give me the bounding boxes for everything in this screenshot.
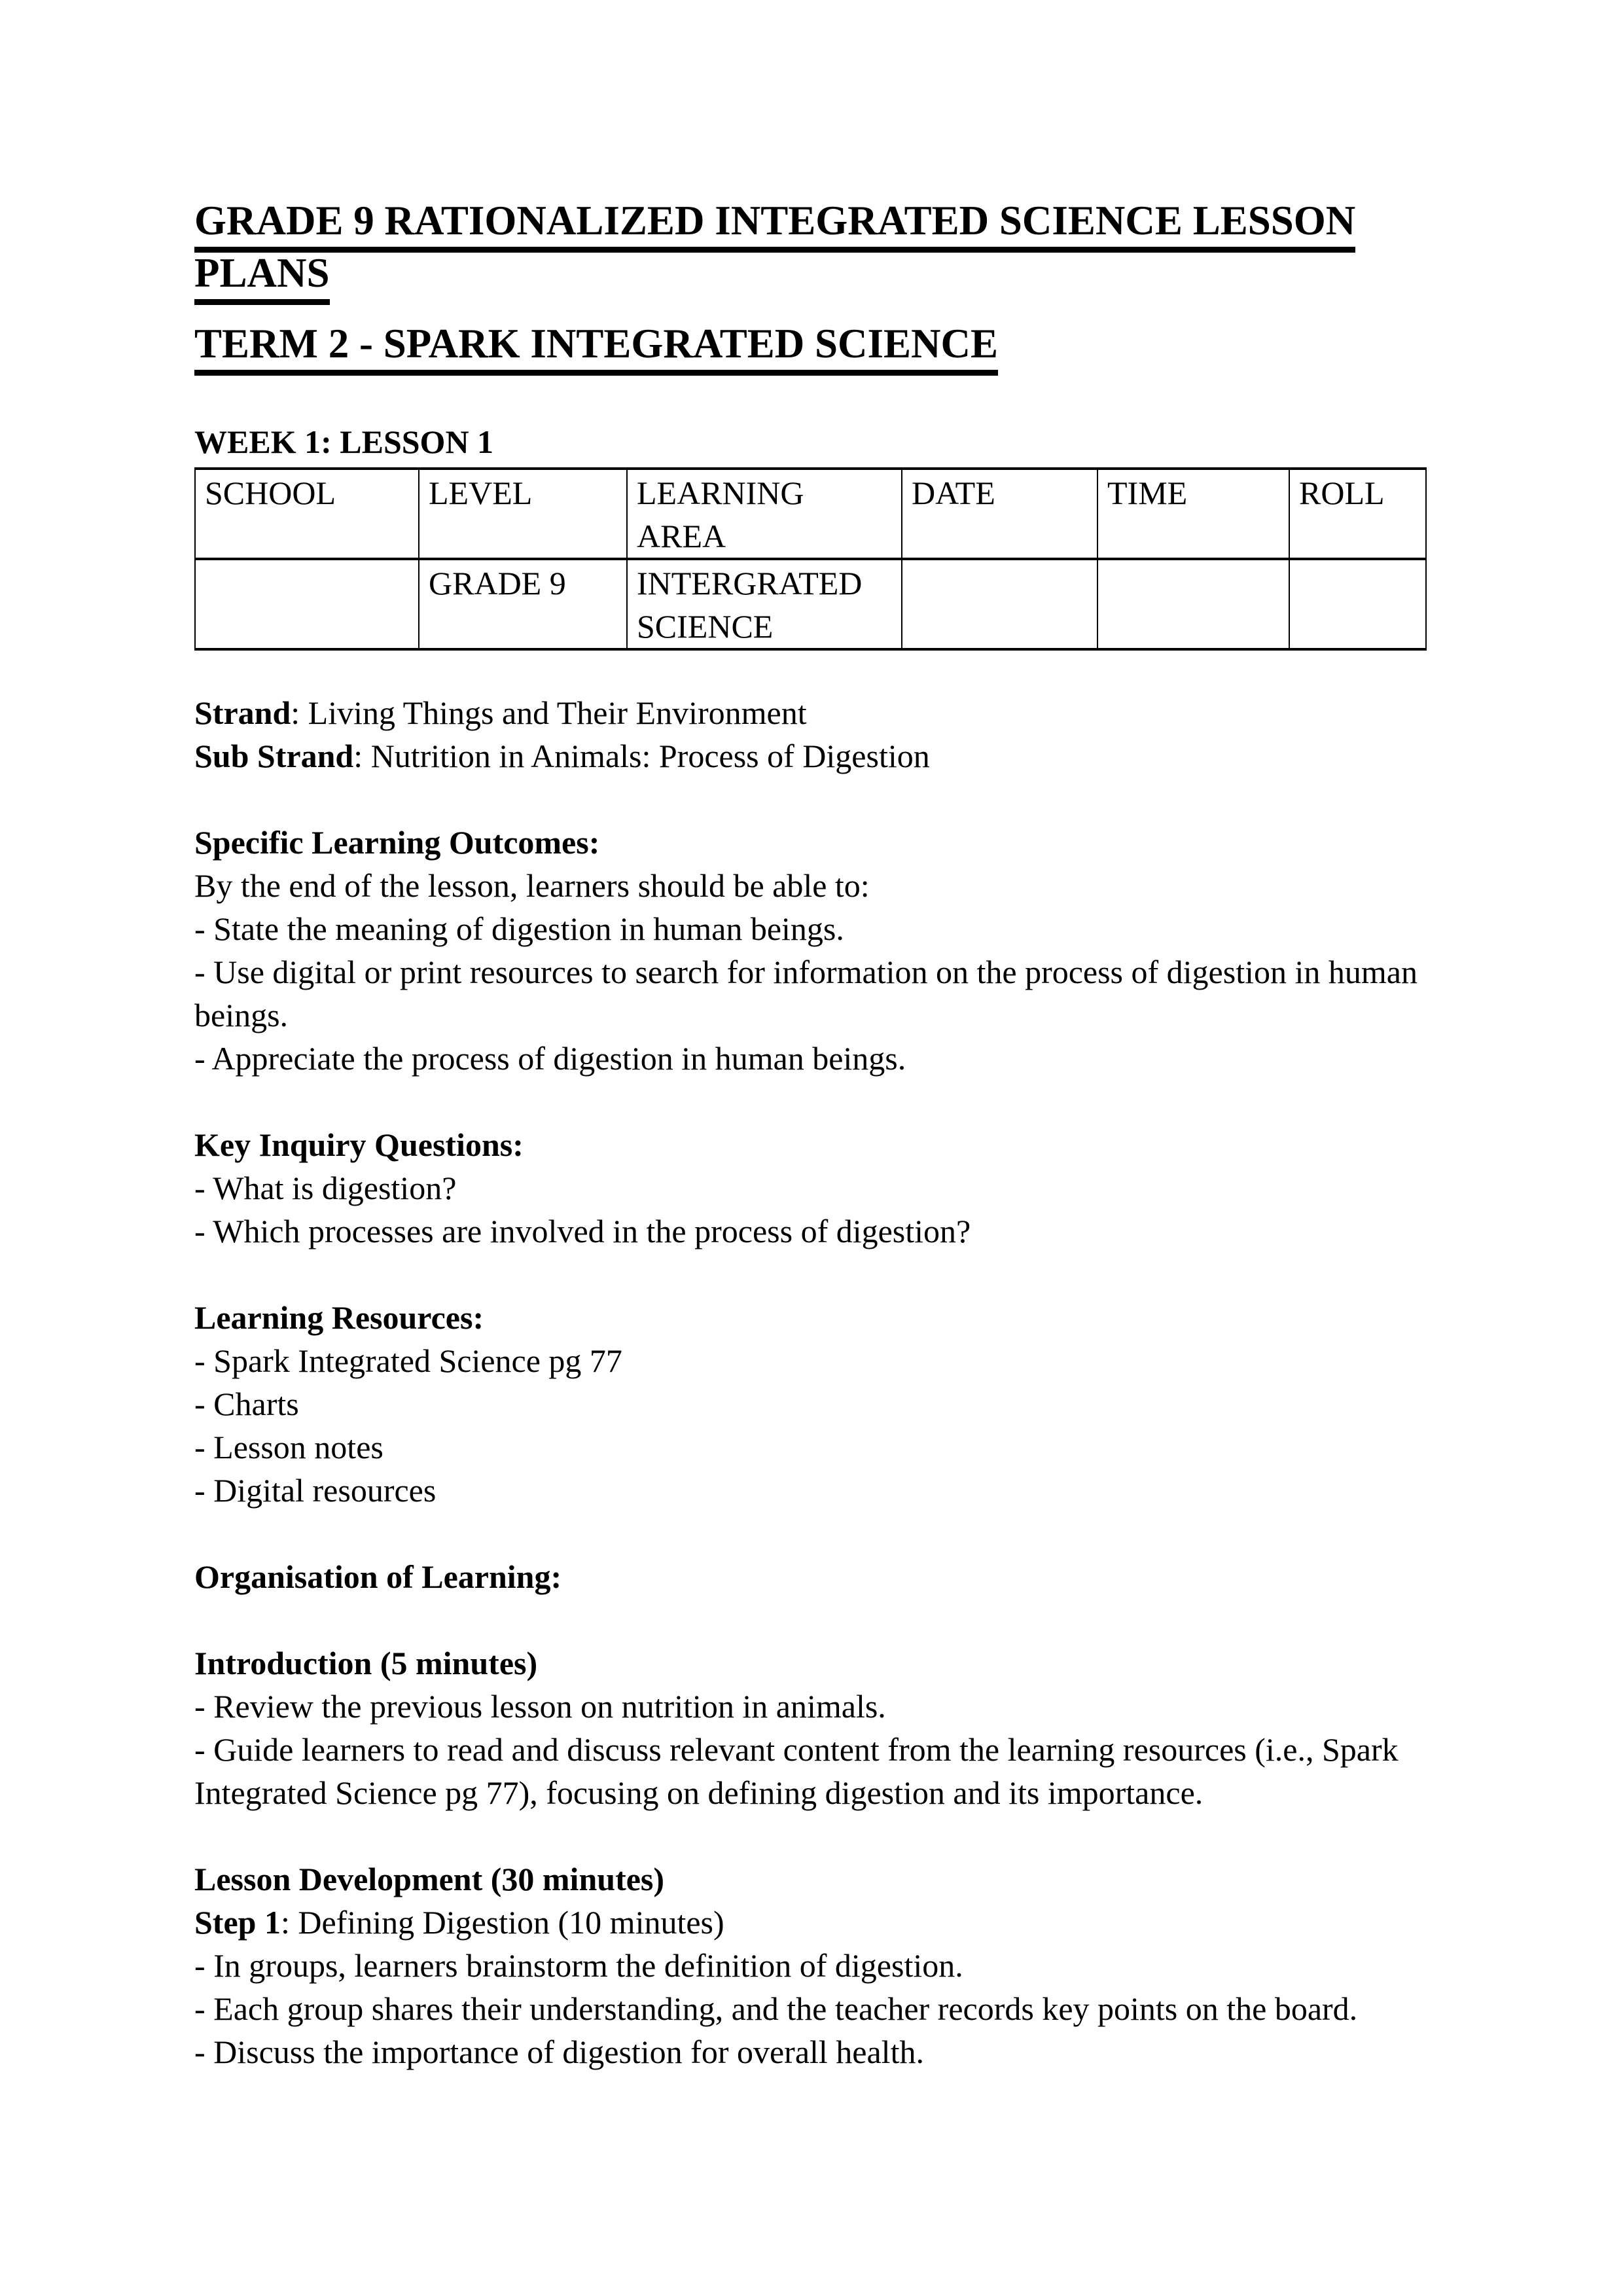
strand-block bbox=[194, 691, 1425, 778]
table-header-row bbox=[195, 469, 1426, 559]
table-header-level: LEVEL bbox=[419, 469, 627, 559]
document-title-line2-text: TERM 2 - SPARK INTEGRATED SCIENCE bbox=[194, 321, 998, 376]
table-header-school: SCHOOL bbox=[195, 469, 419, 559]
key-inquiry-item: - Which processes are involved in the process of digestion? bbox=[194, 1213, 971, 1249]
table-cell-school bbox=[195, 559, 419, 649]
table-cell-roll bbox=[1289, 559, 1426, 649]
table-header-learning-area: LEARNING AREA bbox=[627, 469, 902, 559]
outcomes-intro: By the end of the lesson, learners should be able to: bbox=[194, 867, 870, 904]
introduction-item: - Guide learners to read and discuss relevant content from the learning resources (i.e., Spark Integrated Science pg 77), focusing on defining digestion and its importance. bbox=[194, 1731, 1399, 1811]
table-header-time: TIME bbox=[1097, 469, 1289, 559]
outcomes-heading: Specific Learning Outcomes: bbox=[194, 824, 600, 861]
resources-item: - Lesson notes bbox=[194, 1429, 383, 1465]
resources-heading: Learning Resources: bbox=[194, 1299, 484, 1336]
key-inquiry-heading: Key Inquiry Questions: bbox=[194, 1126, 524, 1163]
week-lesson-heading: WEEK 1: LESSON 1 bbox=[194, 423, 494, 460]
lesson-development-item: - In groups, learners brainstorm the definition of digestion. bbox=[194, 1947, 963, 1984]
document-title-line1-text: GRADE 9 RATIONALIZED INTEGRATED SCIENCE LESSON PLANS bbox=[194, 198, 1355, 305]
table-values-row bbox=[195, 559, 1426, 649]
lesson-info-table bbox=[194, 467, 1427, 651]
sub-strand-line bbox=[194, 734, 1425, 778]
key-inquiry-block bbox=[194, 1123, 1425, 1253]
lesson-development-block bbox=[194, 1857, 1425, 2073]
lesson-development-item: - Each group shares their understanding, and the teacher records key points on the board. bbox=[194, 1990, 1358, 2027]
table-cell-level: GRADE 9 bbox=[419, 559, 627, 649]
document-title-line1 bbox=[194, 194, 1425, 299]
table-cell-learning-area: INTERGRATED SCIENCE bbox=[627, 559, 902, 649]
introduction-block bbox=[194, 1641, 1425, 1814]
resources-item: - Digital resources bbox=[194, 1472, 437, 1509]
step1-line bbox=[194, 1901, 1425, 1944]
table-header-date: DATE bbox=[902, 469, 1097, 559]
organisation-block bbox=[194, 1555, 1425, 1598]
strand-line bbox=[194, 691, 1425, 734]
step1-text: : Defining Digestion (10 minutes) bbox=[280, 1904, 724, 1941]
lesson-development-heading: Lesson Development (30 minutes) bbox=[194, 1861, 665, 1897]
document-title-line2 bbox=[194, 317, 1425, 370]
outcomes-block bbox=[194, 821, 1425, 1080]
strand-label: Strand bbox=[194, 694, 291, 731]
step1-label: Step 1 bbox=[194, 1904, 281, 1941]
table-cell-date bbox=[902, 559, 1097, 649]
sub-strand-value: : Nutrition in Animals: Process of Digestion bbox=[353, 738, 930, 774]
resources-item: - Charts bbox=[194, 1386, 299, 1422]
key-inquiry-item: - What is digestion? bbox=[194, 1170, 457, 1206]
strand-value: : Living Things and Their Environment bbox=[291, 694, 807, 731]
outcomes-item: - Appreciate the process of digestion in human beings. bbox=[194, 1040, 906, 1077]
outcomes-item: - Use digital or print resources to search for information on the process of digestion in human beings. bbox=[194, 954, 1418, 1033]
organisation-heading: Organisation of Learning: bbox=[194, 1558, 562, 1595]
table-header-roll: ROLL bbox=[1289, 469, 1426, 559]
introduction-item: - Review the previous lesson on nutrition in animals. bbox=[194, 1688, 886, 1725]
sub-strand-label: Sub Strand bbox=[194, 738, 354, 774]
introduction-heading: Introduction (5 minutes) bbox=[194, 1645, 538, 1681]
resources-item: - Spark Integrated Science pg 77 bbox=[194, 1342, 622, 1379]
lesson-development-item: - Discuss the importance of digestion for overall health. bbox=[194, 2034, 924, 2070]
outcomes-item: - State the meaning of digestion in human beings. bbox=[194, 910, 844, 947]
resources-block bbox=[194, 1296, 1425, 1512]
table-cell-time bbox=[1097, 559, 1289, 649]
